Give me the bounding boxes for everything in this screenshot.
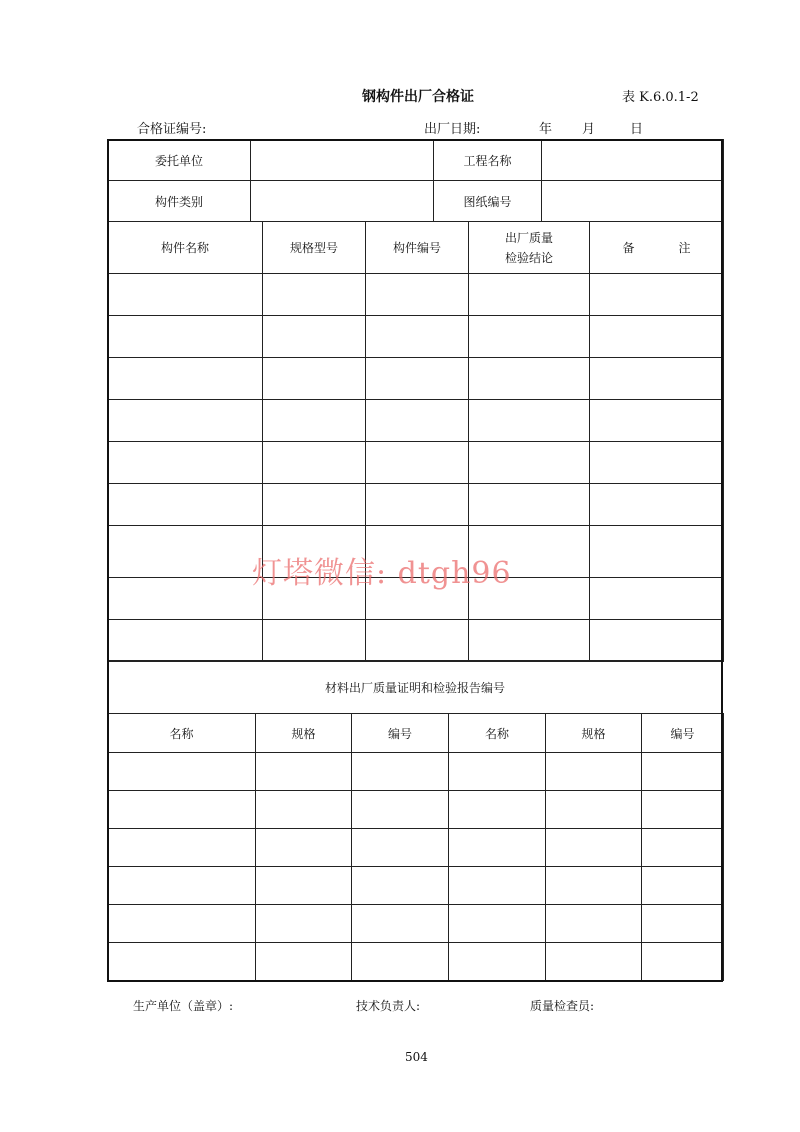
- date-month-label: 月: [582, 122, 596, 137]
- project-label: 工程名称: [434, 140, 542, 181]
- mat-col-name-left: 名称: [108, 714, 256, 753]
- table-number: 表 K.6.0.1-2: [622, 90, 699, 105]
- tech-lead-signature-label: 技术负责人:: [356, 999, 421, 1013]
- cert-number-label: 合格证编号:: [137, 122, 207, 137]
- form-title: 钢构件出厂合格证: [362, 89, 474, 105]
- date-year-label: 年: [539, 122, 553, 137]
- client-label: 委托单位: [108, 140, 251, 181]
- producer-signature-label: 生产单位（盖章）:: [133, 999, 234, 1013]
- category-label: 构件类别: [108, 181, 251, 222]
- mat-col-no-left: 编号: [352, 714, 449, 753]
- page-number: 504: [405, 1050, 428, 1064]
- mat-col-spec-right: 规格: [546, 714, 642, 753]
- remarks-char-2: 注: [678, 241, 691, 255]
- watermark: 灯塔微信: dtgh96: [252, 556, 512, 591]
- remarks-char-1: 备: [622, 241, 635, 255]
- quality-line-1: 出厂质量: [504, 230, 553, 245]
- col-component-no: 构件编号: [366, 222, 469, 274]
- col-spec-model: 规格型号: [263, 222, 366, 274]
- drawing-label: 图纸编号: [434, 181, 542, 222]
- inspector-signature-label: 质量检查员:: [530, 999, 595, 1013]
- factory-date-label: 出厂日期:: [424, 122, 481, 137]
- col-component-name: 构件名称: [108, 222, 263, 274]
- mat-col-name-right: 名称: [449, 714, 546, 753]
- materials-section-title: 材料出厂质量证明和检验报告编号: [108, 661, 723, 714]
- mat-col-spec-left: 规格: [256, 714, 352, 753]
- quality-line-2: 检验结论: [504, 250, 553, 265]
- date-day-label: 日: [630, 122, 644, 137]
- mat-col-no-right: 编号: [642, 714, 724, 753]
